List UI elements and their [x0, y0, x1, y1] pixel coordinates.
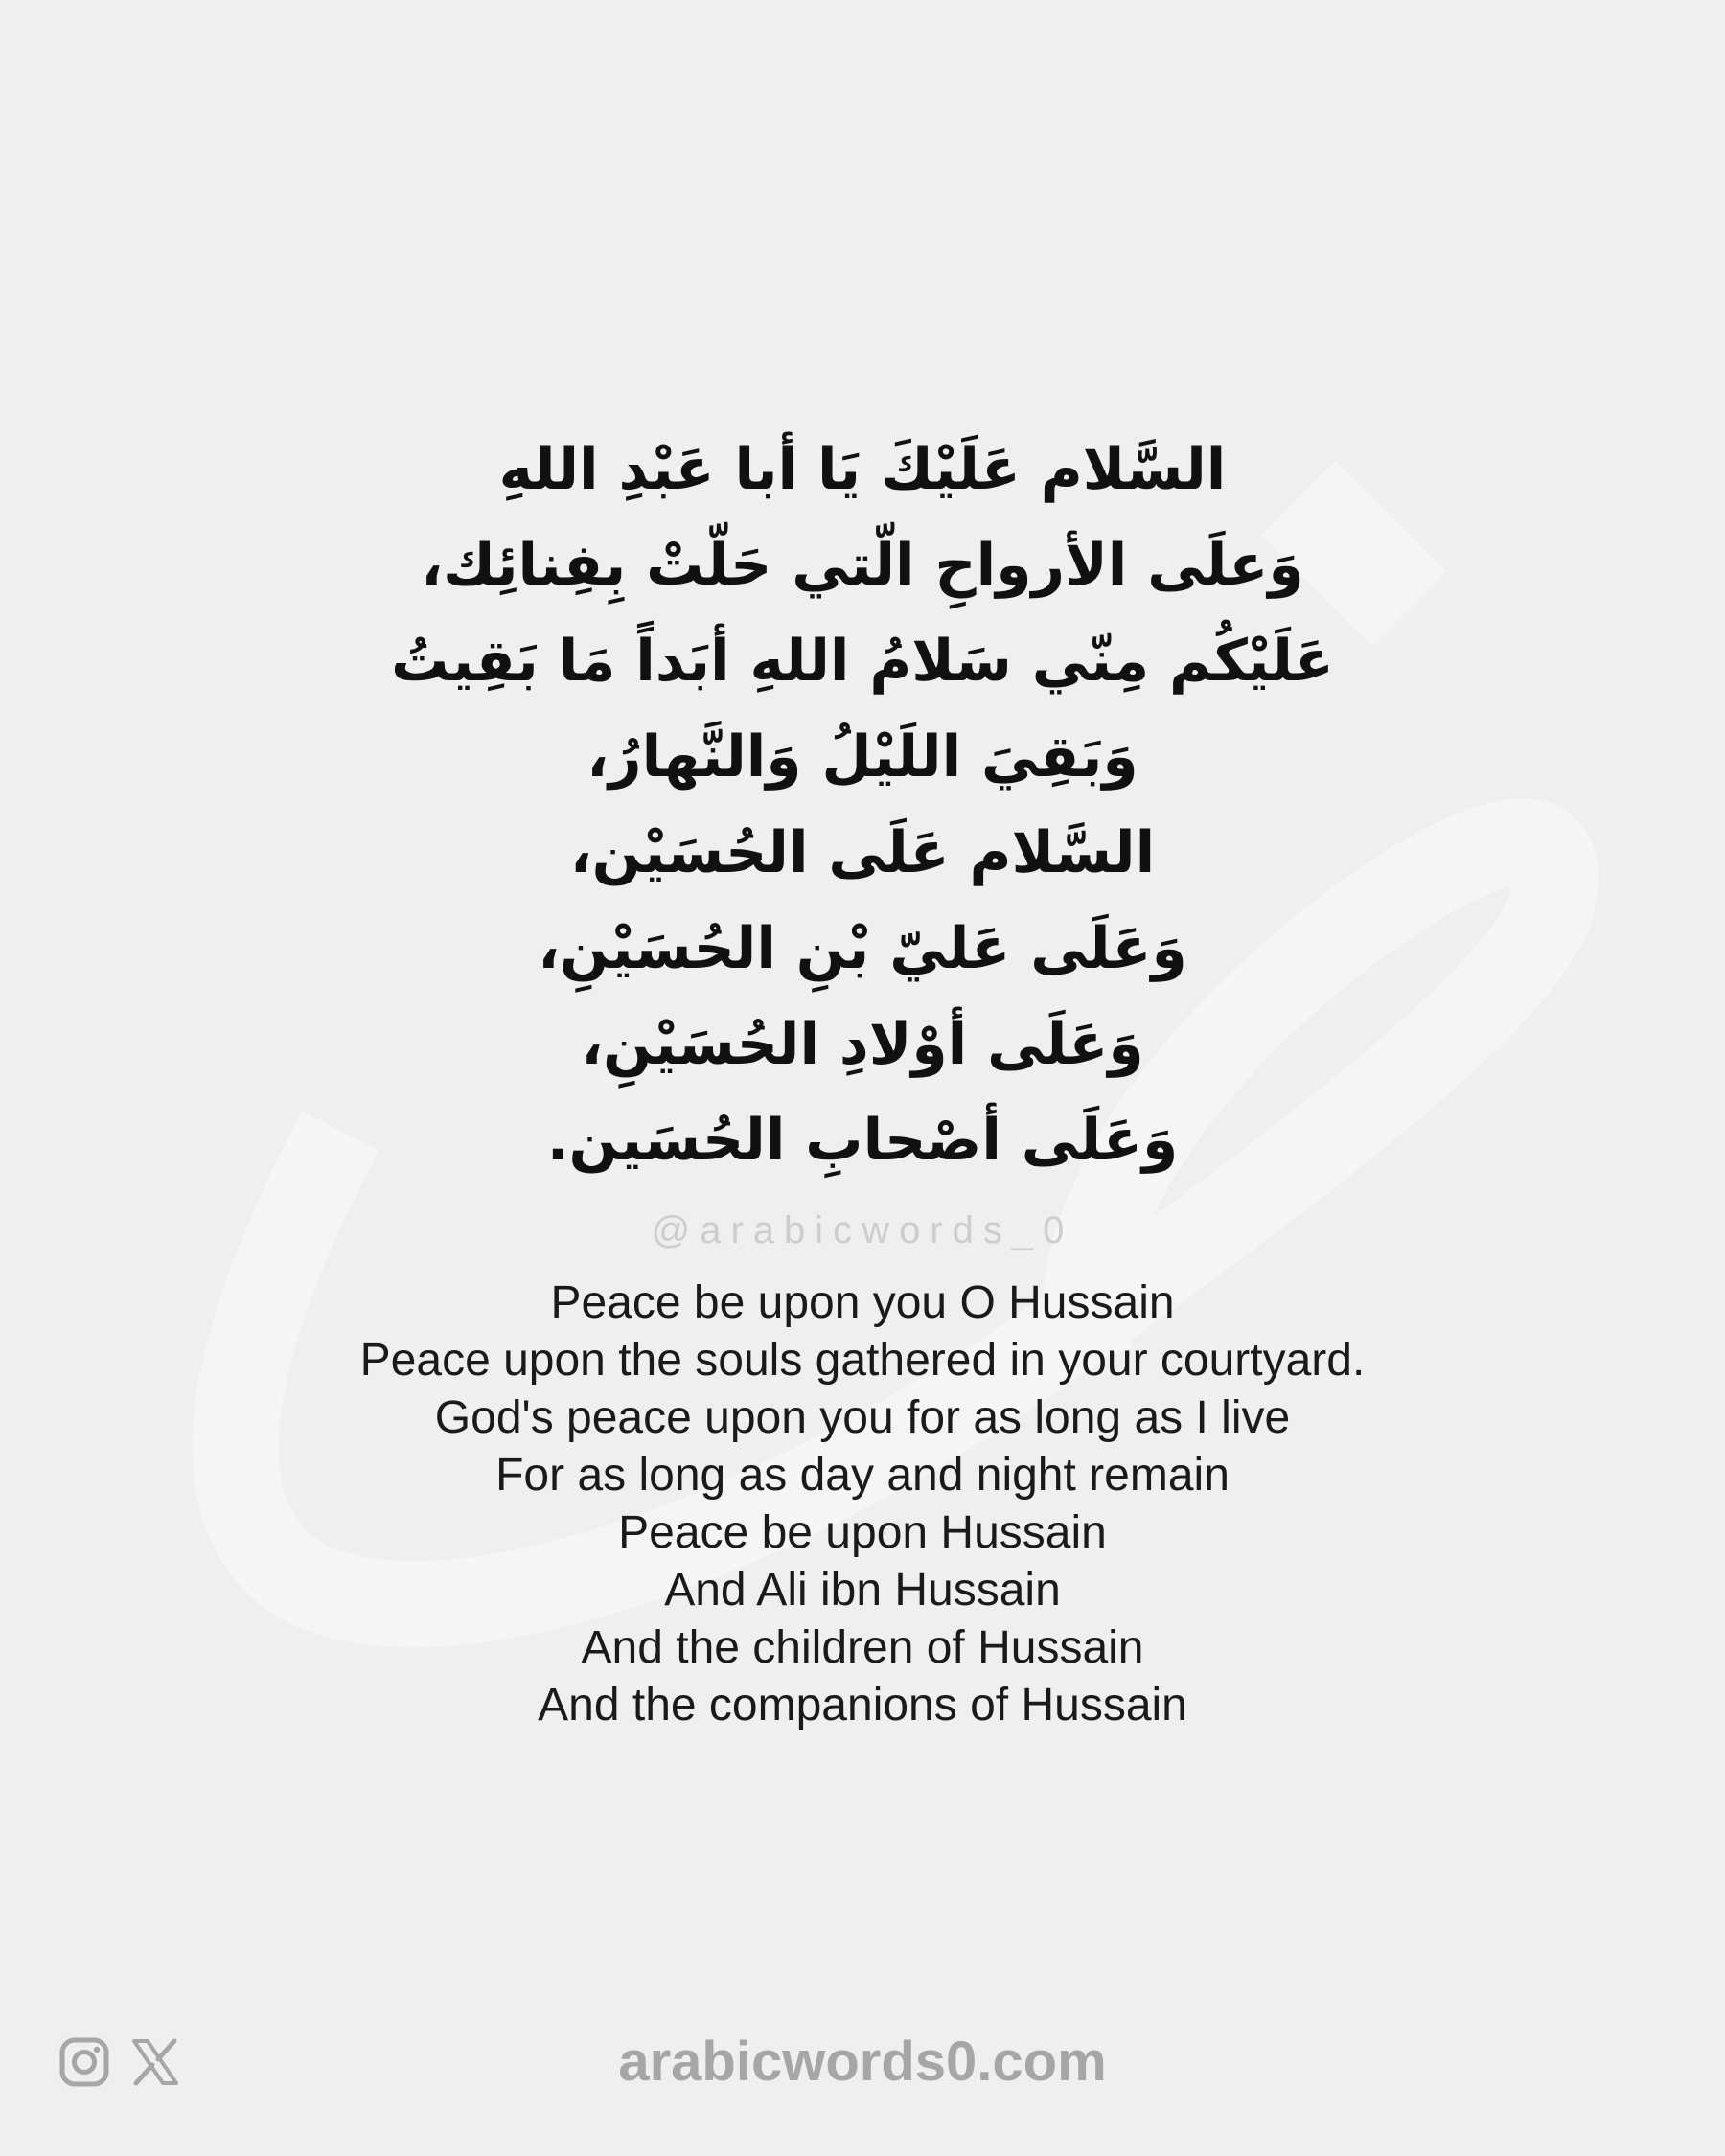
- arabic-line: وَعَلَى أوْلادِ الحُسَيْنِ،: [581, 1011, 1144, 1078]
- website-link[interactable]: arabicwords0.com: [618, 2030, 1107, 2093]
- arabic-line: السَّلام عَلَيْكَ يَا أبا عَبْدِ اللهِ: [498, 436, 1227, 503]
- english-line: And the companions of Hussain: [538, 1680, 1187, 1731]
- footer: [0, 2012, 1725, 2108]
- author-handle: @arabicwords_0: [651, 1209, 1074, 1251]
- arabic-line: السَّلام عَلَى الحُسَيْن،: [569, 819, 1156, 886]
- arabic-line: عَلَيْكُم مِنّي سَلامُ اللهِ أبَداً مَا بَقِيتُ: [391, 628, 1334, 695]
- arabic-line: وَعَلَى عَليّ بْنِ الحُسَيْنِ،: [538, 915, 1187, 982]
- english-line: And Ali ibn Hussain: [664, 1565, 1061, 1616]
- arabic-line: وَعلَى الأرواحِ الّتي حَلّتْ بِفِنائِك،: [421, 532, 1304, 599]
- english-line: And the children of Hussain: [581, 1622, 1144, 1673]
- arabic-line: وَعَلَى أصْحابِ الحُسَين.: [546, 1107, 1179, 1174]
- english-line: Peace be upon you O Hussain: [550, 1277, 1175, 1328]
- english-line: Peace upon the souls gathered in your courtyard.: [359, 1335, 1366, 1386]
- english-line: God's peace upon you for as long as I live: [434, 1392, 1291, 1443]
- arabic-verses: [288, 422, 1438, 1188]
- english-line: For as long as day and night remain: [495, 1450, 1230, 1501]
- arabic-line: وَبَقِيَ اللَيْلُ وَالنَّهارُ،: [586, 723, 1138, 791]
- english-line: Peace be upon Hussain: [618, 1507, 1107, 1558]
- english-translation: [0, 1274, 1725, 1734]
